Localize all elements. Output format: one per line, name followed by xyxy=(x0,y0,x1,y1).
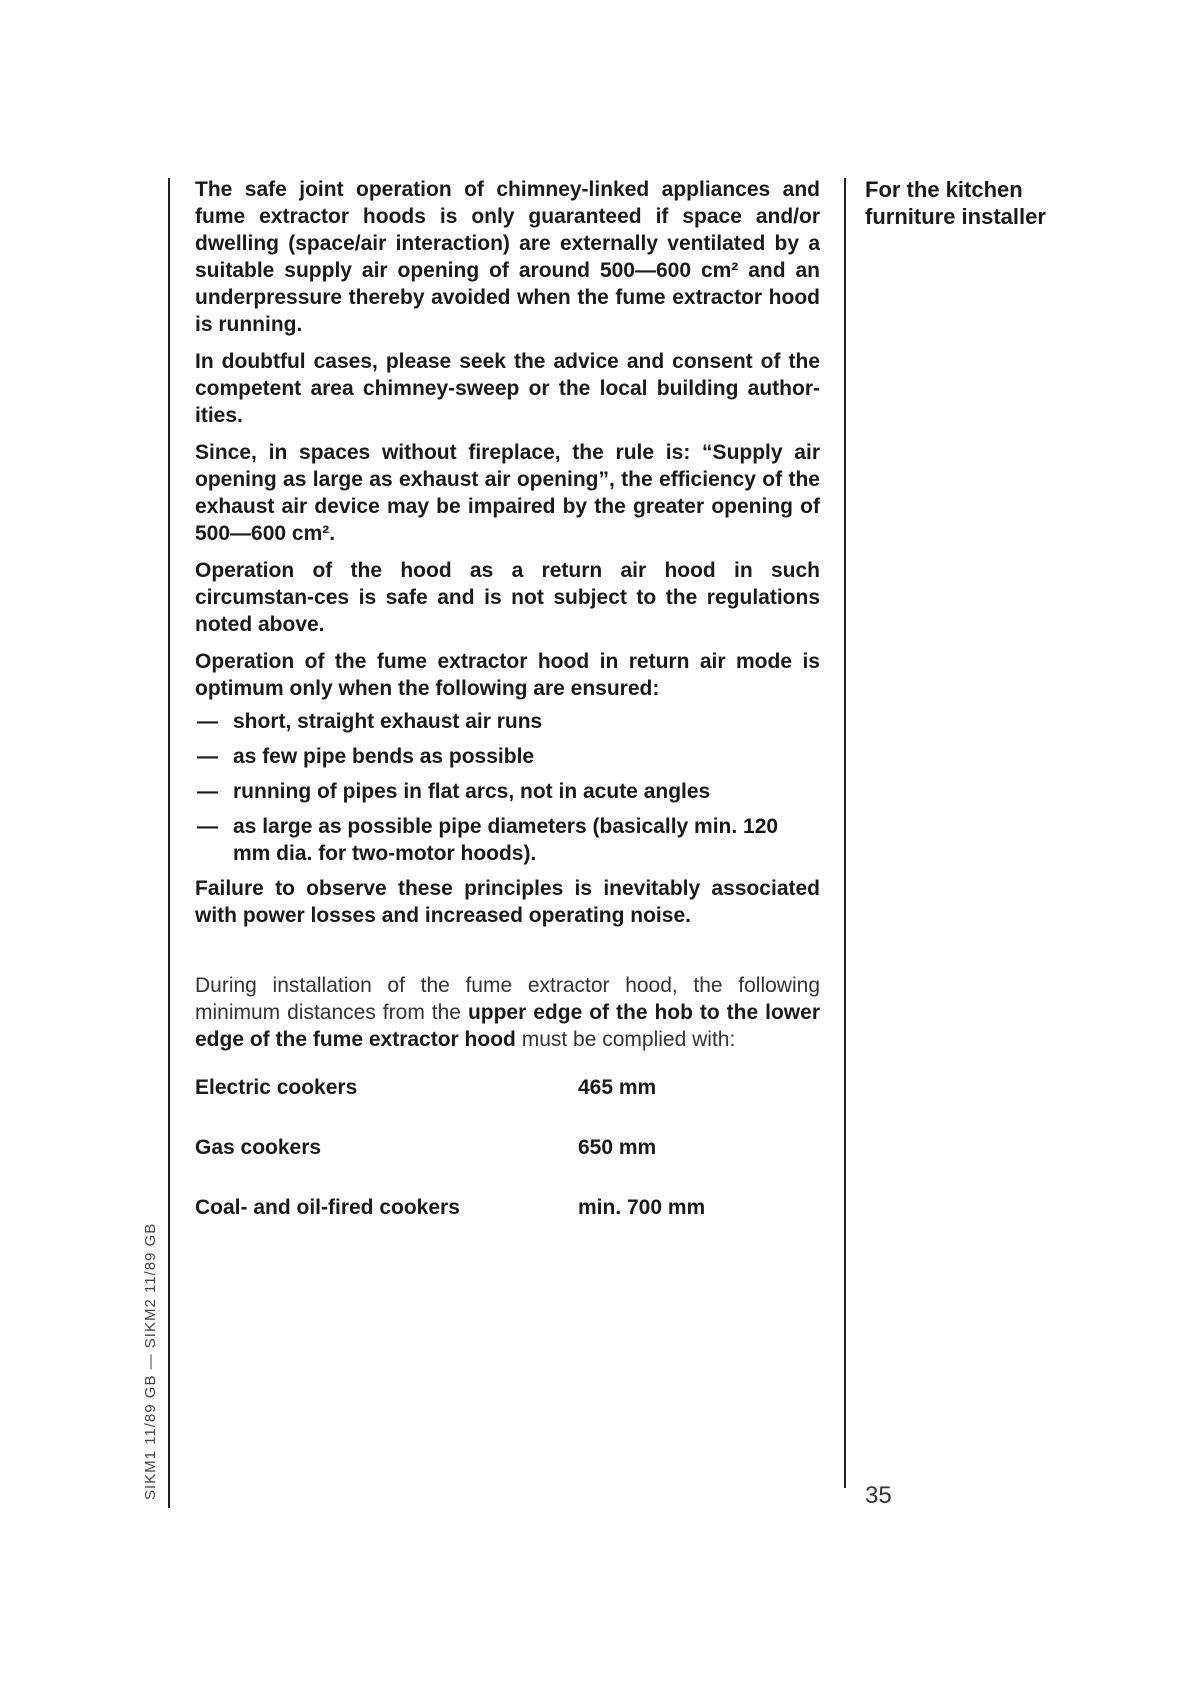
right-margin-rule xyxy=(844,178,846,1488)
min-distance: min. 700 mm xyxy=(578,1196,706,1219)
list-item-text: as few pipe bends as possible xyxy=(233,745,535,768)
dash-bullet: — xyxy=(197,745,218,768)
list-item xyxy=(195,813,820,867)
paragraph-doubtful-cases: In doubtful cases, please seek the advice and consent of the competent area chimney-sweep or the local building author-ities. xyxy=(195,350,820,427)
min-distance: 465 mm xyxy=(578,1076,657,1099)
dash-bullet: — xyxy=(197,710,218,733)
main-text xyxy=(195,176,820,939)
list-item-text: as large as possible pipe diameters (basically min. 120 mm dia. for two-motor hoods). xyxy=(233,815,779,865)
paragraph-failure: Failure to observe these principles is inevitably associated with power losses and increased operating noise. xyxy=(195,877,820,927)
installation-paragraph xyxy=(195,972,820,1053)
installation-intro-1: During installation of the fume extractor hood, the following minimum distances from the xyxy=(195,974,820,1024)
list-item xyxy=(195,778,820,805)
paragraph-ventilation: The safe joint operation of chimney-linked appliances and fume extractor hoods is only guaranteed if space and/or dwelling (space/air interaction) are externally ventilated by a suitable supply air opening of around 500—600 cm² and an underpressure thereby avoided when the fume extractor hood is running. xyxy=(195,178,820,336)
list-item xyxy=(195,708,820,735)
list-item-text: running of pipes in flat arcs, not in acute angles xyxy=(233,780,711,803)
left-margin-rule xyxy=(168,178,170,1508)
cooker-type: Gas cookers xyxy=(195,1136,322,1159)
list-item-text: short, straight exhaust air runs xyxy=(233,710,543,733)
document-code: SIKM1 11/89 GB — SIKM2 11/89 GB xyxy=(142,1222,159,1500)
cooker-type: Electric cookers xyxy=(195,1076,358,1099)
installation-intro-bold: upper edge of the hob to the lower edge of the fume extractor hood xyxy=(195,1001,820,1051)
min-distance: 650 mm xyxy=(578,1136,657,1159)
paragraph-optimum: Operation of the fume extractor hood in return air mode is optimum only when the following are ensured: xyxy=(195,650,820,700)
installation-intro-2: must be complied with: xyxy=(515,1028,736,1051)
page-number: 35 xyxy=(865,1482,892,1509)
list-item xyxy=(195,743,820,770)
dash-bullet: — xyxy=(197,780,218,803)
requirements-list xyxy=(195,708,820,867)
section-heading: For the kitchen furniture installer xyxy=(865,177,1046,229)
paragraph-supply-air-rule: Since, in spaces without fireplace, the rule is: “Supply air opening as large as exhaust air opening”, the efficiency of the exhaust air device may be impaired by the greater opening of 500—600 cm². xyxy=(195,441,820,545)
paragraph-return-air: Operation of the hood as a return air hood in such circumstan-ces is safe and is not subject to the regulations noted above. xyxy=(195,559,820,636)
dash-bullet: — xyxy=(197,815,218,838)
cooker-type: Coal- and oil-fired cookers xyxy=(195,1196,460,1219)
